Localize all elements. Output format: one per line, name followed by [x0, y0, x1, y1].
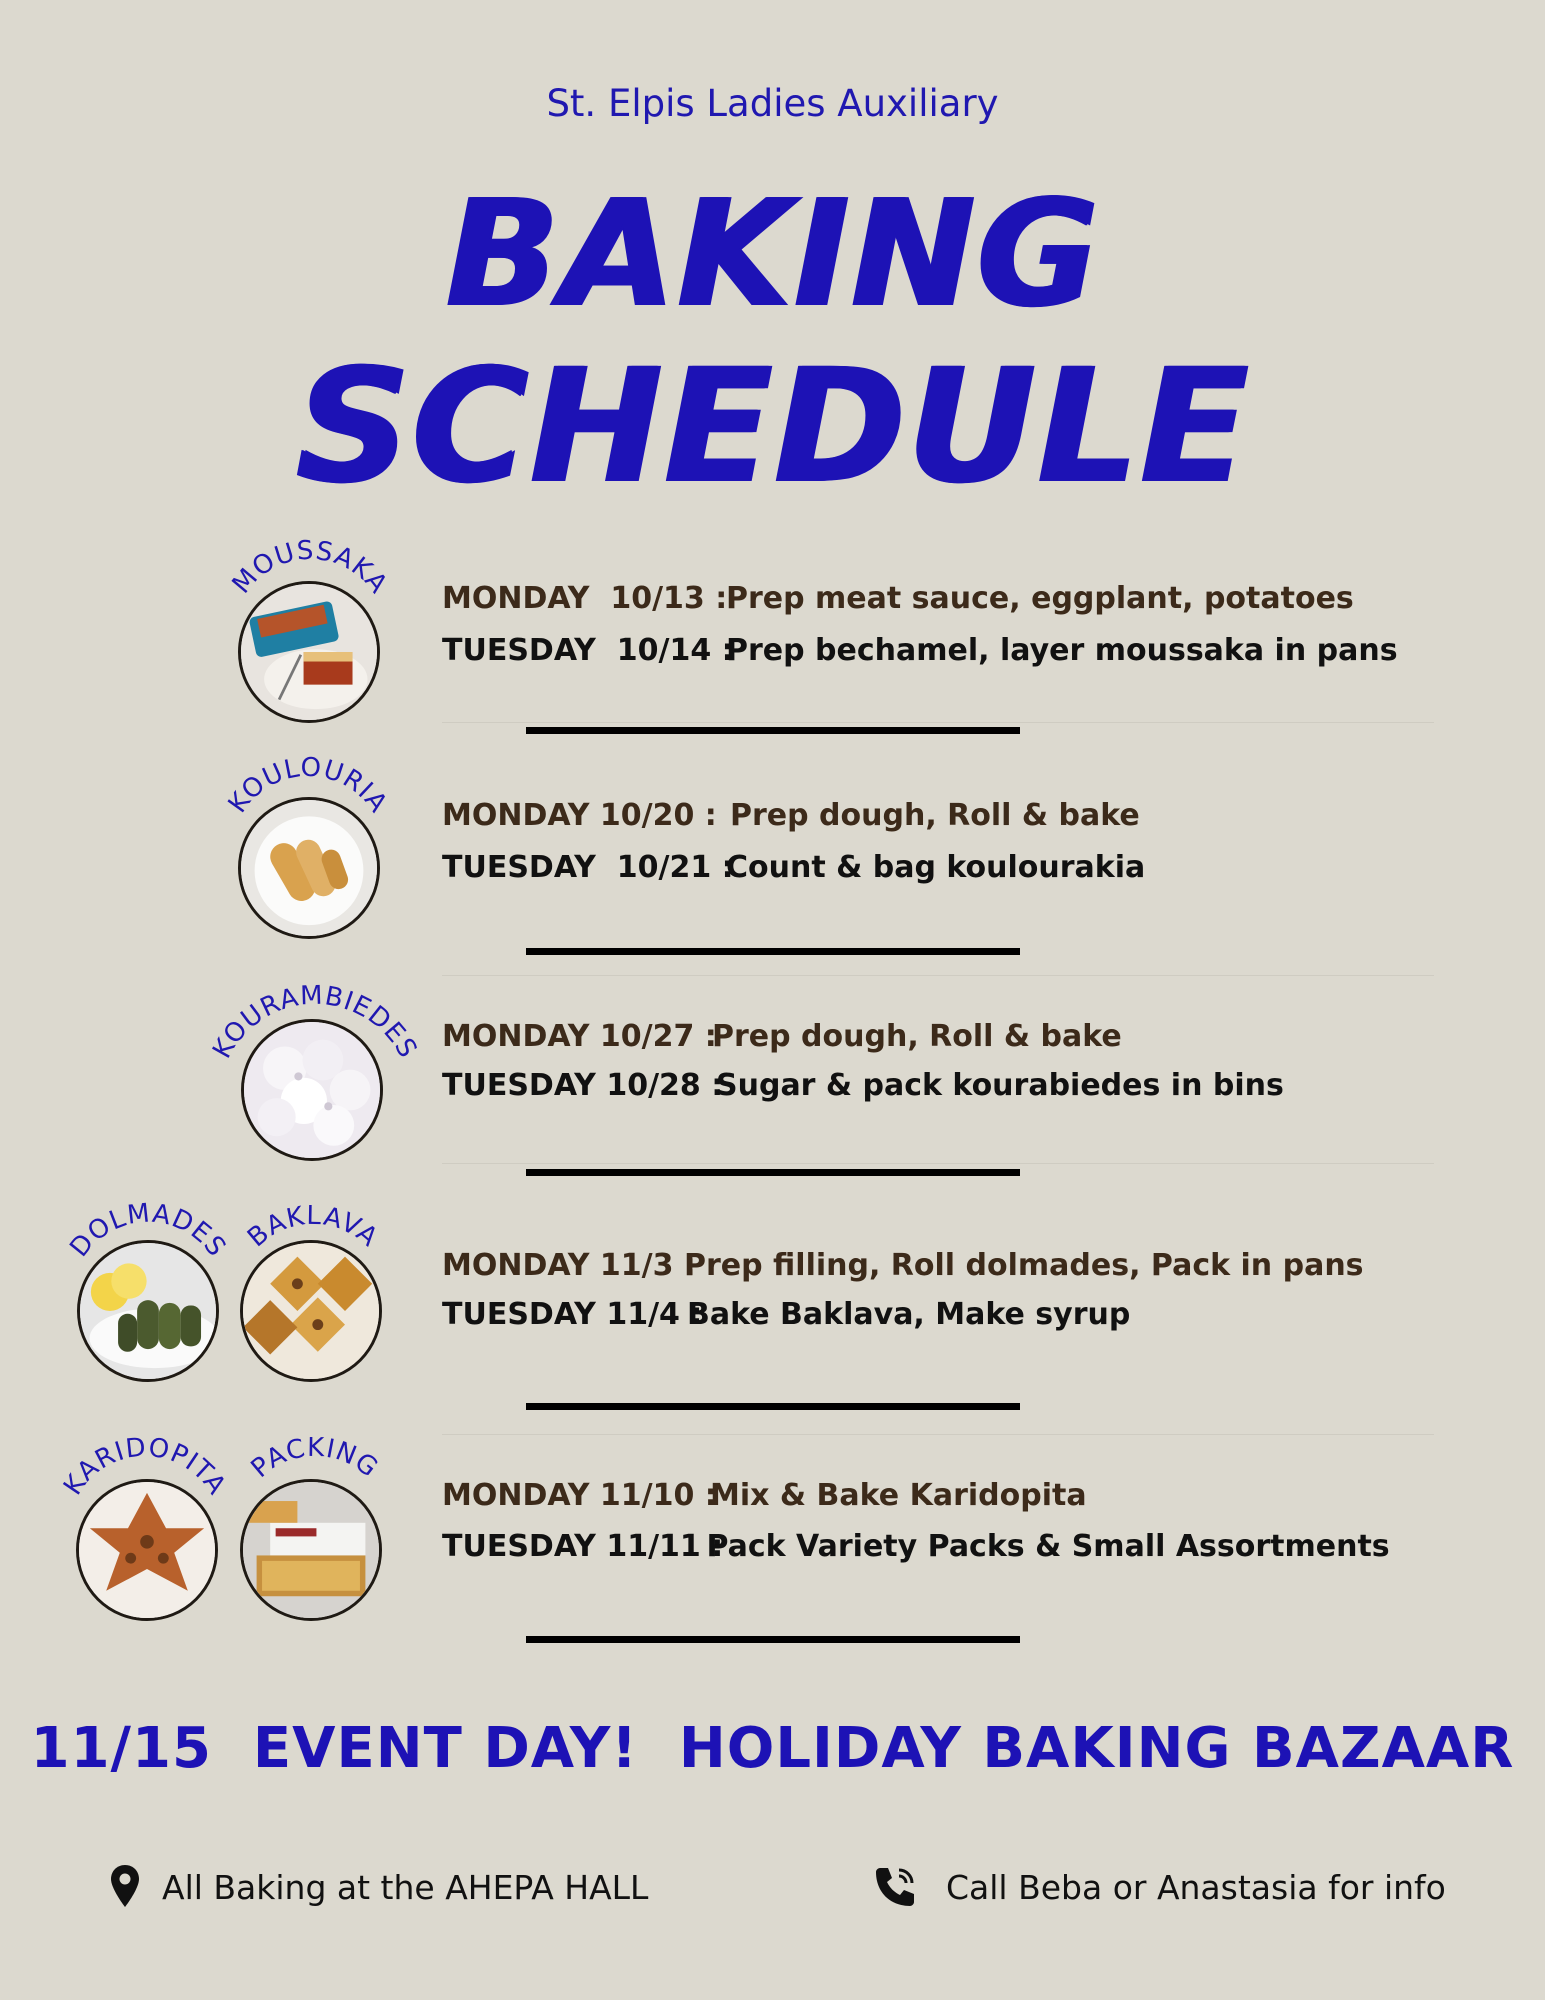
row-divider: [442, 975, 1434, 976]
svg-text:PACKING: PACKING: [245, 1432, 384, 1484]
location-pin-icon: [110, 1864, 140, 1916]
organization-name: St. Elpis Ladies Auxiliary: [546, 82, 999, 125]
row2-monday: MONDAY 10/20 : Prep dough, Roll & bake: [442, 798, 1140, 833]
row-divider: [442, 722, 1434, 723]
karidopita-icon: [76, 1479, 218, 1621]
baklava-icon: [240, 1240, 382, 1382]
dolmades-icon: [77, 1240, 219, 1382]
row5-tuesday: TUESDAY 11/11 : Pack Variety Packs & Small Assortments: [442, 1529, 1390, 1564]
event-day-banner: 11/15 EVENT DAY! HOLIDAY BAKING BAZAAR: [30, 1716, 1515, 1781]
svg-text:KOURAMBIEDES: KOURAMBIEDES: [207, 980, 423, 1064]
svg-text:KOULOURIA: KOULOURIA: [222, 752, 394, 819]
section-divider-bar: [526, 727, 1020, 734]
row4-tuesday: TUESDAY 11/4 :Bake Baklava, Make syrup: [442, 1297, 1131, 1332]
koulouria-icon: [238, 797, 380, 939]
moussaka-icon: [238, 581, 380, 723]
svg-text:MOUSSAKA: MOUSSAKA: [226, 535, 394, 600]
row1-monday: MONDAY 10/13 :Prep meat sauce, eggplant, potatoes: [442, 581, 1354, 616]
row5-monday: MONDAY 11/10 :Mix & Bake Karidopita: [442, 1478, 1087, 1513]
row-divider: [442, 1434, 1434, 1435]
row2-tuesday: TUESDAY 10/21 :Count & bag koulourakia: [442, 850, 1146, 885]
section-divider-bar: [526, 948, 1020, 955]
phone-icon: [872, 1864, 918, 1918]
row-divider: [442, 1163, 1434, 1164]
svg-text:DOLMADES: DOLMADES: [64, 1198, 232, 1263]
section-divider-bar: [526, 1403, 1020, 1410]
row3-tuesday: TUESDAY 10/28 :Sugar & pack kourabiedes in bins: [442, 1068, 1284, 1103]
page-title-line1: BAKING: [445, 168, 1100, 340]
row1-tuesday: TUESDAY 10/14 :Prep bechamel, layer moussaka in pans: [442, 633, 1398, 668]
svg-text:KARIDOPITA: KARIDOPITA: [58, 1432, 232, 1501]
svg-text:BAKLAVA: BAKLAVA: [242, 1200, 384, 1254]
section-divider-bar: [526, 1636, 1020, 1643]
packing-icon: [240, 1479, 382, 1621]
page-title-line2: SCHEDULE: [295, 335, 1250, 519]
kourambiedes-icon: [241, 1019, 383, 1161]
section-divider-bar: [526, 1169, 1020, 1176]
row3-monday: MONDAY 10/27 :Prep dough, Roll & bake: [442, 1019, 1122, 1054]
row4-monday: MONDAY 11/3 :Prep filling, Roll dolmades, Pack in pans: [442, 1248, 1364, 1283]
